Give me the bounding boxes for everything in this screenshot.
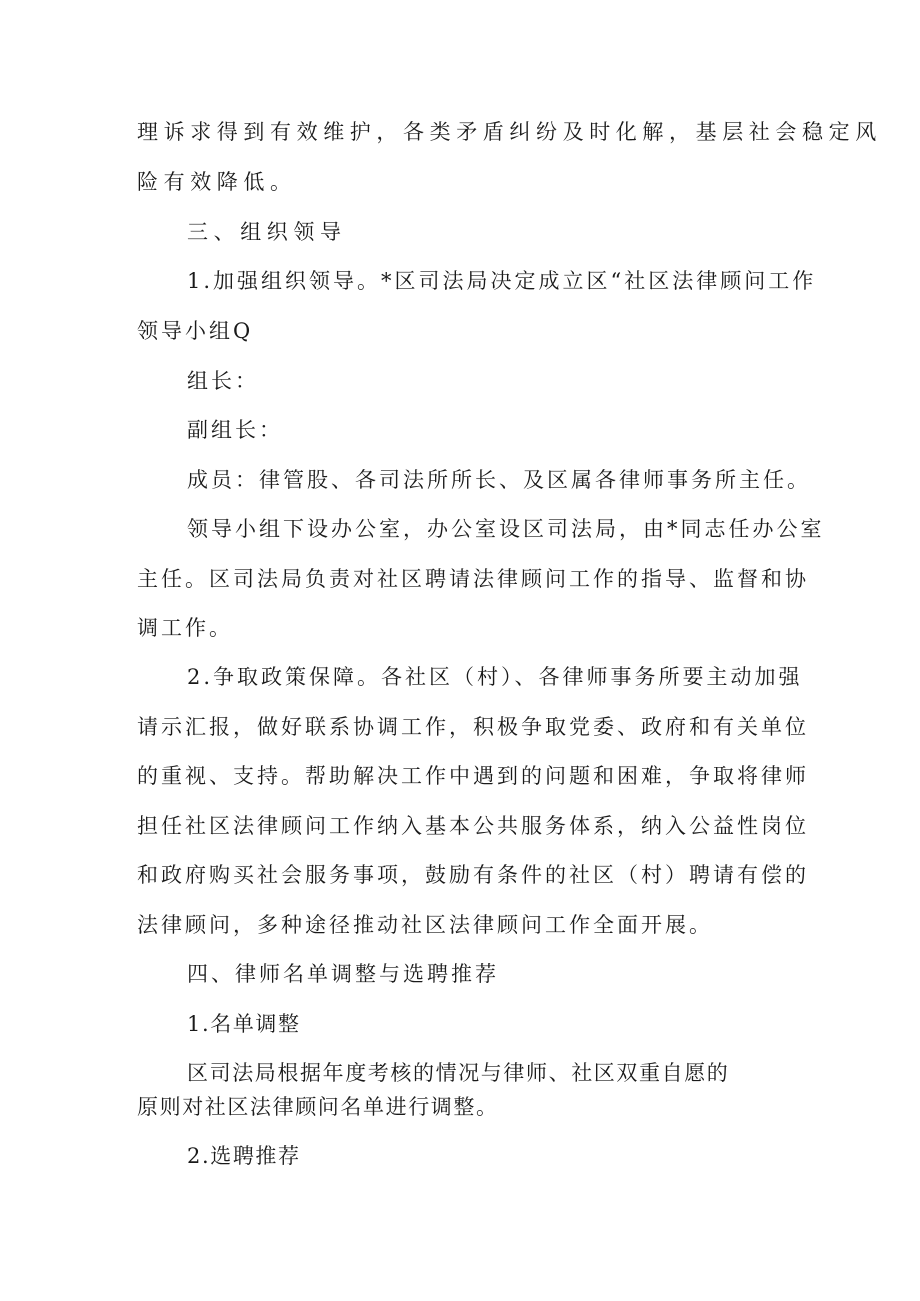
item-heading-4-1: 1.名单调整 — [187, 1012, 301, 1036]
deputy-leader-label: 副组长： — [187, 418, 283, 442]
paragraph-line-9: 领导小组下设办公室，办公室设区司法局，由*同志任办公室 — [187, 517, 825, 541]
paragraph-line-20: 区司法局根据年度考核的情况与律师、社区双重自愿的 — [187, 1061, 730, 1085]
section-heading-4: 四、律师名单调整与选聘推荐 — [187, 962, 499, 986]
item-heading-3-1: 1.加强组织领导。*区司法局决定成立区“社区法律顾问工作 — [187, 269, 817, 293]
paragraph-line-5: 领导小组Q — [137, 319, 254, 343]
paragraph-line-17: 法律顾问，多种途径推动社区法律顾问工作全面开展。 — [137, 913, 713, 937]
paragraph-line-13: 请示汇报，做好联系协调工作，积极争取党委、政府和有关单位 — [137, 715, 809, 739]
paragraph-line-15: 担任社区法律顾问工作纳入基本公共服务体系，纳入公益性岗位 — [137, 814, 809, 838]
paragraph-line-10: 主任。区司法局负责对社区聘请法律顾问工作的指导、监督和协 — [137, 567, 809, 591]
members-line: 成员：律管股、各司法所所长、及区属各律师事务所主任。 — [187, 468, 811, 492]
paragraph-line-2: 险有效降低。 — [137, 170, 297, 194]
item-heading-4-2: 2.选聘推荐 — [187, 1144, 301, 1168]
paragraph-line-16: 和政府购买社会服务事项，鼓励有条件的社区（村）聘请有偿的 — [137, 863, 809, 887]
paragraph-line-11: 调工作。 — [137, 616, 233, 640]
section-heading-3: 三、组织领导 — [187, 220, 347, 244]
paragraph-line-14: 的重视、支持。帮助解决工作中遇到的问题和困难，争取将律师 — [137, 764, 809, 788]
leader-label: 组长： — [187, 369, 259, 393]
item-heading-3-2: 2.争取政策保障。各社区（村）、各律师事务所要主动加强 — [187, 665, 803, 689]
paragraph-line-21: 原则对社区法律顾问名单进行调整。 — [137, 1095, 499, 1119]
paragraph-line-1: 理诉求得到有效维护，各类矛盾纠纷及时化解，基层社会稳定风 — [137, 120, 882, 144]
